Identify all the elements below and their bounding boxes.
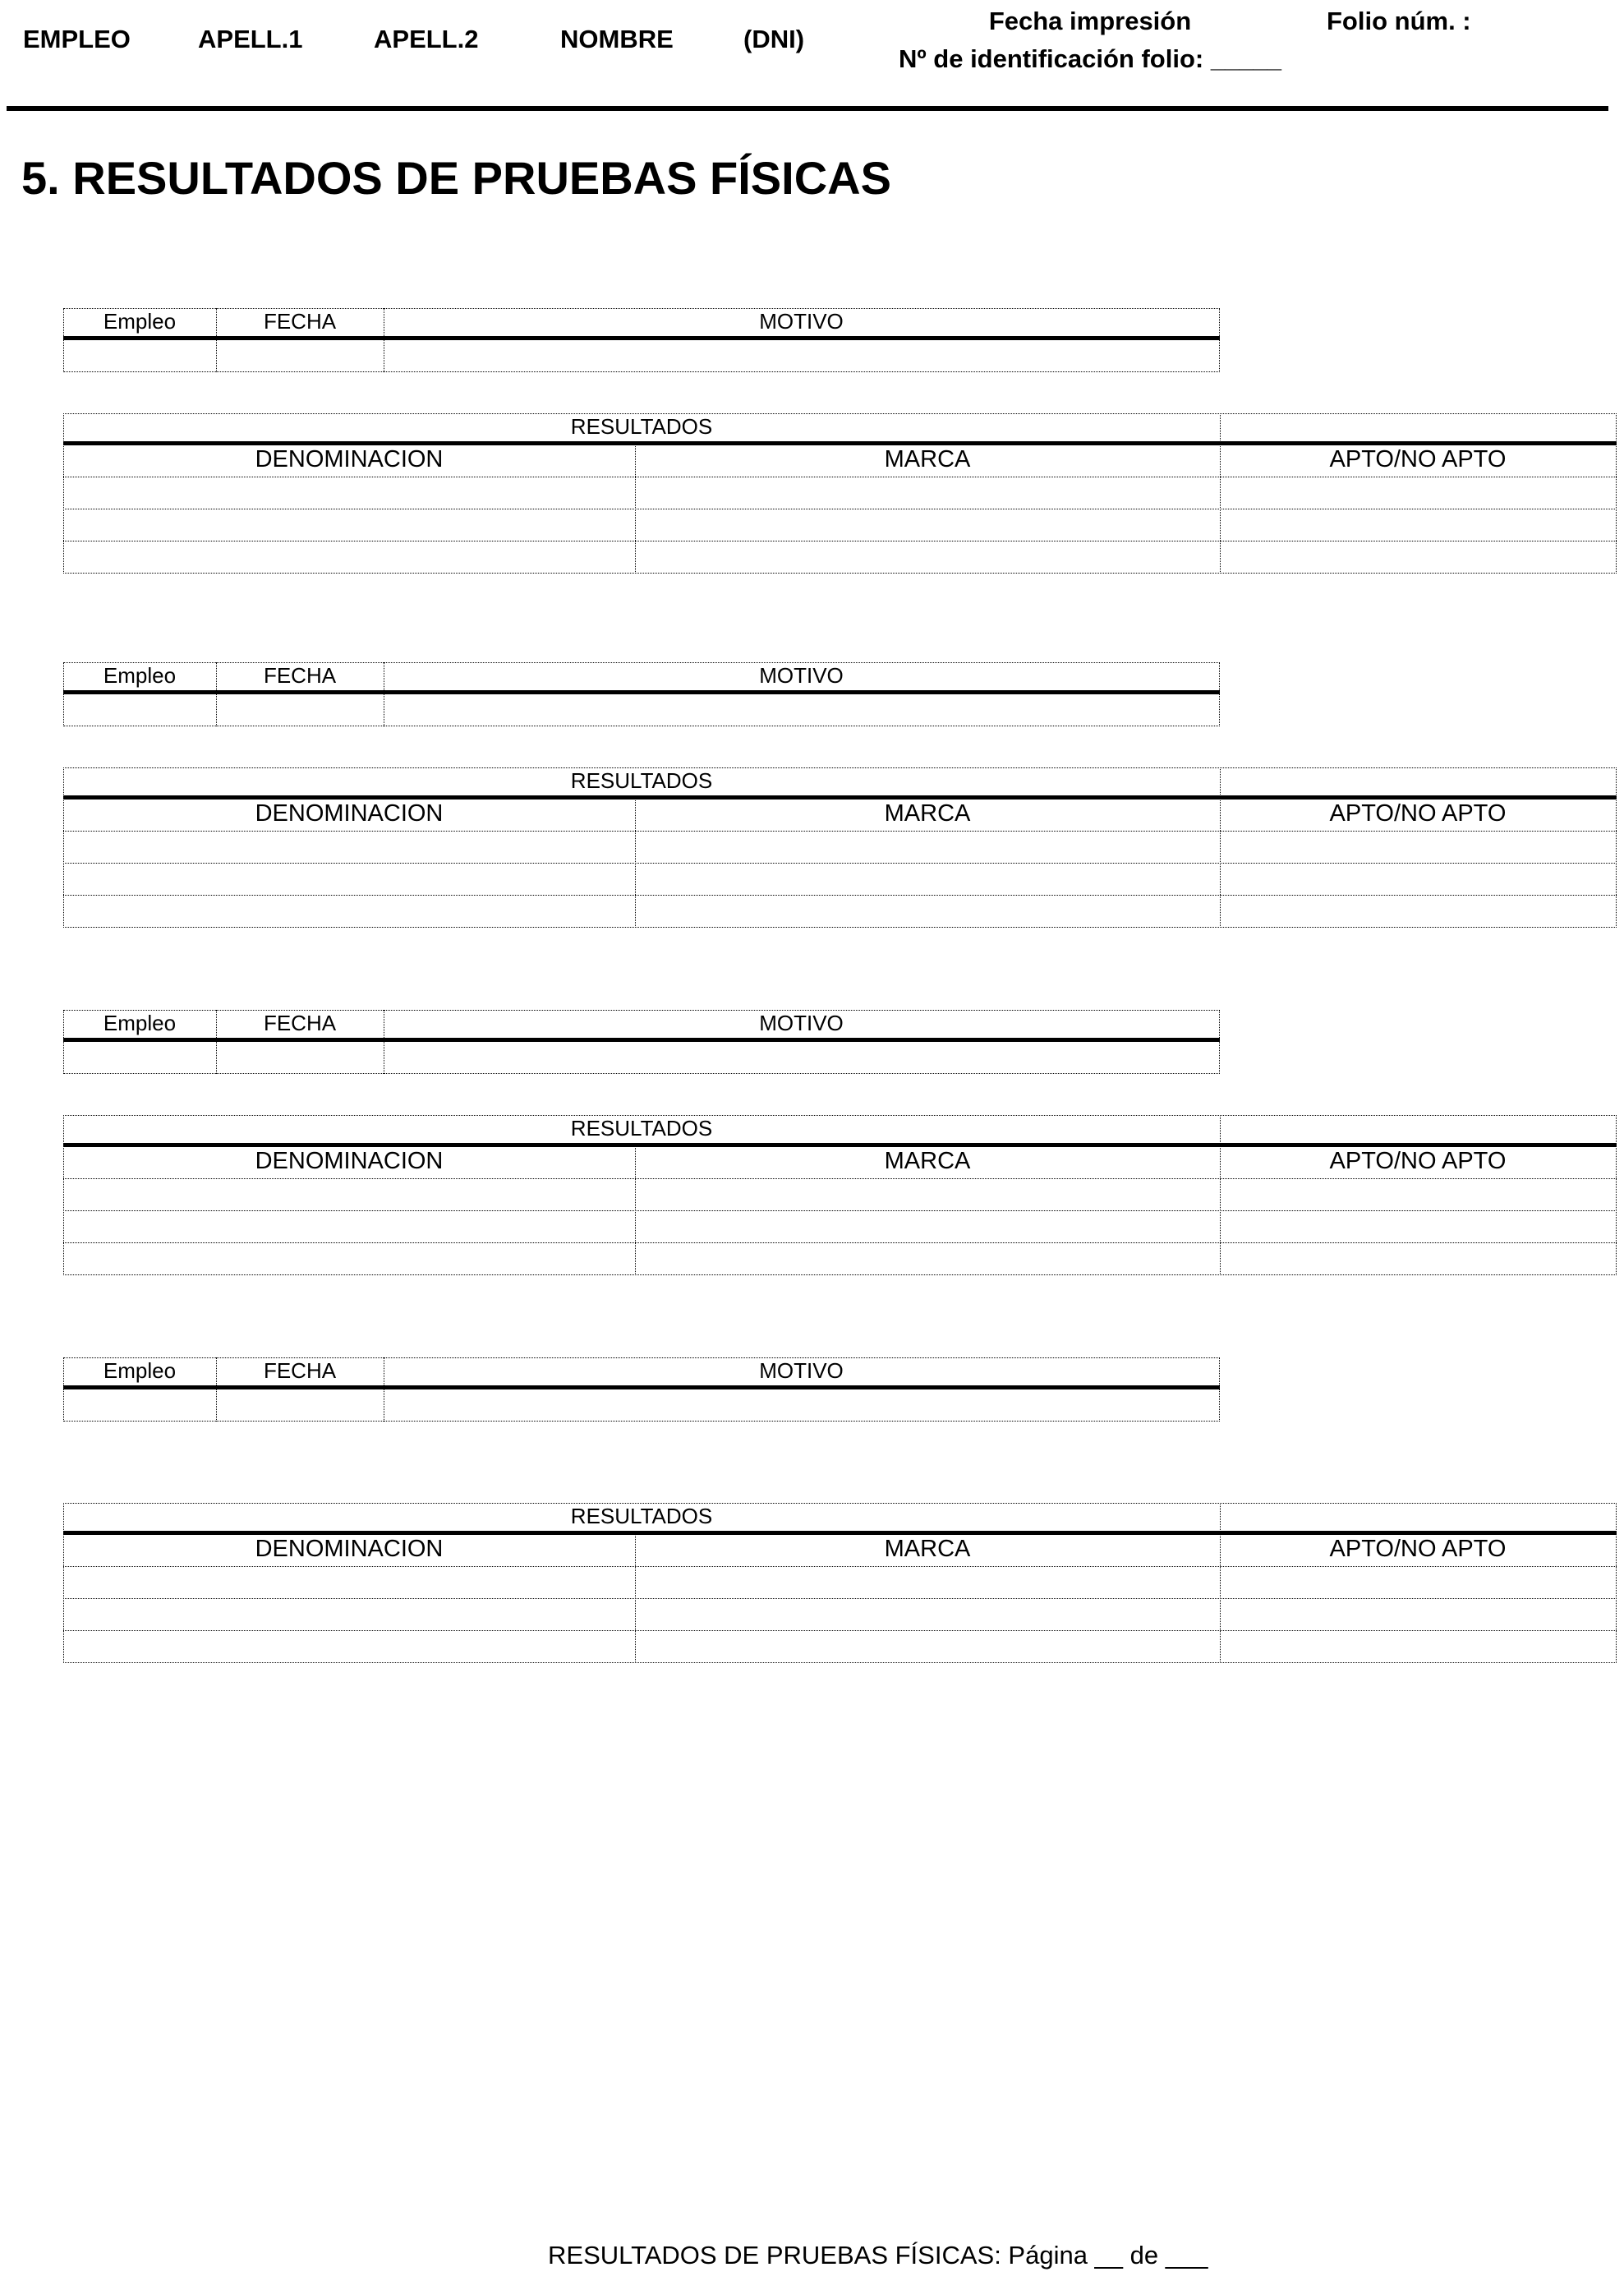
info-header-empleo: Empleo (103, 1358, 177, 1383)
info-value-fecha (216, 1390, 384, 1420)
results-header-denominacion: DENOMINACION (255, 800, 444, 827)
table-border (63, 1566, 1617, 1567)
info-header-fecha: FECHA (263, 1358, 337, 1383)
info-value-empleo (63, 695, 216, 725)
info-value-motivo (384, 341, 1219, 371)
header-apell2: APELL.2 (374, 25, 479, 53)
results-row (63, 1633, 1616, 1661)
results-header-denominacion: DENOMINACION (255, 446, 444, 472)
results-row (63, 1601, 1616, 1629)
results-row (63, 479, 1616, 508)
results-heading: RESULTADOS (570, 768, 713, 793)
table-border (1219, 1357, 1220, 1422)
table-border (63, 795, 1617, 800)
table-border (63, 1598, 1617, 1599)
info-header-fecha: FECHA (263, 1011, 337, 1035)
results-row (63, 897, 1616, 926)
record-info-table (63, 662, 1220, 726)
info-value-fecha (216, 341, 384, 371)
info-header-motivo: MOTIVO (759, 1011, 844, 1035)
header-folio-num: Folio núm. : (1327, 7, 1471, 35)
table-border (63, 1421, 1220, 1422)
results-row (63, 865, 1616, 894)
table-border (63, 863, 1617, 864)
table-border (63, 1073, 1220, 1074)
record-results-table (63, 1503, 1617, 1663)
info-header-motivo: MOTIVO (759, 1358, 844, 1383)
results-heading: RESULTADOS (570, 1504, 713, 1528)
results-header-marca: MARCA (884, 1148, 971, 1174)
header-dni: (DNI) (743, 25, 805, 53)
table-border (63, 1385, 1220, 1389)
results-header-denominacion: DENOMINACION (255, 1148, 444, 1174)
table-border (63, 1178, 1617, 1179)
info-value-empleo (63, 341, 216, 371)
info-header-motivo: MOTIVO (759, 663, 844, 688)
results-heading: RESULTADOS (570, 414, 713, 439)
header-rule (7, 106, 1608, 111)
info-header-motivo: MOTIVO (759, 309, 844, 334)
results-header-denominacion: DENOMINACION (255, 1536, 444, 1562)
table-border (63, 441, 1617, 445)
info-header-fecha: FECHA (263, 663, 337, 688)
results-header-apto: APTO/NO APTO (1329, 446, 1507, 472)
record-info-table (63, 1010, 1220, 1074)
table-border (63, 895, 1617, 896)
results-header-marca: MARCA (884, 800, 971, 827)
table-border (1219, 308, 1220, 372)
page-title: 5. RESULTADOS DE PRUEBAS FÍSICAS (21, 152, 891, 204)
record-info-table (63, 308, 1220, 372)
record-info-table (63, 1357, 1220, 1422)
table-border (63, 1274, 1617, 1275)
results-header-apto: APTO/NO APTO (1329, 1148, 1507, 1174)
results-header-apto: APTO/NO APTO (1329, 1536, 1507, 1562)
results-header-marca: MARCA (884, 1536, 971, 1562)
table-border (63, 927, 1617, 928)
table-border (1616, 413, 1617, 574)
table-border (63, 831, 1617, 832)
table-border (1616, 1115, 1617, 1275)
table-border (1219, 1010, 1220, 1074)
results-row (63, 833, 1616, 862)
table-border (63, 1242, 1617, 1243)
info-value-empleo (63, 1390, 216, 1420)
results-row (63, 1181, 1616, 1210)
record-results-table (63, 767, 1617, 928)
info-header-empleo: Empleo (103, 309, 177, 334)
page-footer: RESULTADOS DE PRUEBAS FÍSICAS: Página __ de ___ (548, 2241, 1208, 2269)
table-border (63, 1531, 1617, 1535)
table-border (1616, 767, 1617, 928)
record-results-table (63, 413, 1617, 574)
info-value-motivo (384, 1390, 1219, 1420)
results-row (63, 1213, 1616, 1242)
table-border (63, 371, 1220, 372)
table-border (1616, 1503, 1617, 1663)
table-border (63, 336, 1220, 340)
info-value-fecha (216, 1043, 384, 1072)
header-identificacion-folio: Nº de identificación folio: _____ (898, 44, 1282, 73)
table-border (63, 1662, 1617, 1663)
info-value-empleo (63, 1043, 216, 1072)
table-border (63, 1630, 1617, 1631)
table-border (63, 573, 1617, 574)
record-results-table (63, 1115, 1617, 1275)
info-header-fecha: FECHA (263, 309, 337, 334)
table-border (63, 1143, 1617, 1147)
results-row (63, 1569, 1616, 1597)
results-header-apto: APTO/NO APTO (1329, 800, 1507, 827)
results-heading: RESULTADOS (570, 1116, 713, 1140)
info-header-empleo: Empleo (103, 1011, 177, 1035)
header-empleo: EMPLEO (23, 25, 131, 53)
table-border (63, 1038, 1220, 1042)
table-border (63, 1210, 1617, 1211)
results-row (63, 511, 1616, 540)
header-fecha-impresion: Fecha impresión (988, 7, 1192, 35)
header-nombre: NOMBRE (560, 25, 674, 53)
table-border (63, 690, 1220, 694)
table-border (1219, 662, 1220, 726)
info-header-empleo: Empleo (103, 663, 177, 688)
results-row (63, 1245, 1616, 1274)
results-header-marca: MARCA (884, 446, 971, 472)
header-apell1: APELL.1 (198, 25, 303, 53)
info-value-fecha (216, 695, 384, 725)
results-row (63, 543, 1616, 572)
info-value-motivo (384, 1043, 1219, 1072)
info-value-motivo (384, 695, 1219, 725)
